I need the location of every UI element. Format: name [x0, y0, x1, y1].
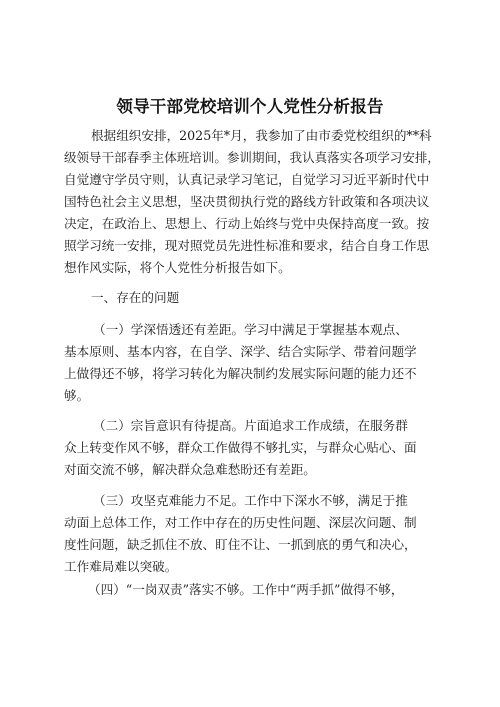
intro-line-7: 想作风实际，将个人党性分析报告如下。 [64, 260, 291, 275]
item-3-line-2: 动面上总体工作，对工作中存在的历史性问题、深层次问题、制 [64, 515, 417, 530]
item-2-line-3: 对面交流不够，解决群众急难愁盼还有差距。 [64, 462, 316, 477]
intro-line-1: 根据组织安排，2025年*月，我参加了由市委党校组织的**科 [91, 128, 432, 143]
intro-line-6: 照学习统一安排，现对照党员先进性标准和要求，结合自身工作思 [64, 238, 430, 253]
intro-line-3: 自觉遵守学员守则，认真记录学习笔记，自觉学习习近平新时代中 [64, 172, 430, 187]
item-2-line-2: 众上转变作风不够，群众工作做得不够扎实，与群众心贴心、面 [64, 440, 417, 455]
intro-line-4: 国特色社会主义思想，坚决贯彻执行党的路线方针政策和各项决议 [64, 194, 430, 209]
intro-line-2: 级领导干部春季主体班培训。参训期间，我认真落实各项学习安排， [64, 150, 440, 165]
item-3-line-3: 度性问题，缺乏抓住不放、盯住不让、一抓到底的勇气和决心， [64, 537, 417, 552]
item-1-line-4: 够。 [64, 388, 90, 403]
item-1-line-1: （一）学深悟透还有差距。学习中满足于掌握基本观点、 [93, 322, 408, 337]
item-2-line-1: （二）宗旨意识有待提高。片面追求工作成绩，在服务群 [93, 418, 408, 433]
section-heading-problems: 一、存在的问题 [91, 290, 180, 305]
item-4-line-1: （四）“一岗双责”落实不够。工作中“两手抓”做得不够， [88, 582, 404, 597]
item-3-line-4: 工作难局难以突破。 [64, 559, 178, 574]
item-1-line-3: 上做得还不够，将学习转化为解决制约发展实际问题的能力还不 [64, 366, 417, 381]
item-1-line-2: 基本原则、基本内容，在自学、深学、结合实际学、带着问题学 [64, 344, 417, 359]
document-title: 领导干部党校培训个人党性分析报告 [116, 97, 384, 116]
intro-line-5: 决定，在政治上、思想上、行动上始终与党中央保持高度一致。按 [64, 216, 430, 231]
item-3-line-1: （三）攻坚克难能力不足。工作中下深水不够，满足于推 [93, 493, 408, 508]
